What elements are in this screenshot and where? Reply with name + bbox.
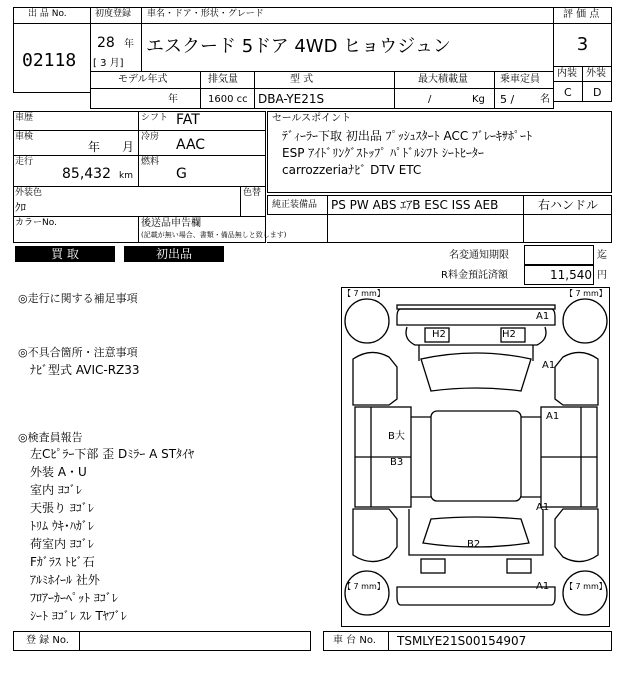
inspector-line: 荷室内 ﾖｺﾞﾚ (30, 537, 94, 551)
fuel-label: 燃料 (141, 157, 160, 167)
damage-mark: B大 (388, 431, 405, 442)
buy-tag: 買 取 (15, 246, 115, 262)
name-change-label: 名変通知期限 (449, 250, 509, 261)
damage-mark: A1 (536, 502, 550, 513)
left-rear-fender (353, 509, 397, 562)
tire-front-left (345, 299, 389, 343)
inspector-line: ﾌﾛｱｰｶｰﾍﾟｯﾄ ﾖｺﾞﾚ (30, 591, 118, 605)
front-bumper (397, 309, 555, 325)
windshield (421, 353, 531, 391)
right-rear-fender (555, 509, 598, 562)
inspector-line: ｼｰﾄ ﾖｺﾞﾚ ｽﾚ Tﾔﾌﾞﾚ (30, 609, 127, 623)
tire-front-right (563, 299, 607, 343)
shift-label: シフト (141, 113, 169, 123)
load-unit: Kg (472, 94, 485, 105)
ac-value: AAC (176, 137, 206, 153)
tire-tread-bottom-right: 【 7 mm】 (565, 582, 607, 591)
first-reg-year-unit: 年 (124, 39, 134, 50)
inspection-month: 月 (122, 140, 135, 154)
inspector-line: ｱﾙﾐﾎｲｰﾙ 社外 (30, 573, 100, 587)
damage-mark: A1 (536, 581, 550, 592)
driving-notes-label: ◎走行に関する補足事項 (18, 292, 138, 305)
recycle-unit: 円 (597, 270, 607, 281)
post-label: 後送品申告欄 (141, 218, 201, 229)
load-label: 最大積載量 (418, 74, 468, 85)
damage-mark: H2 (502, 329, 516, 340)
first-reg-month: [ 3 月] (93, 58, 124, 69)
capacity-unit: 名 (540, 94, 550, 105)
mileage-label: 走行 (15, 157, 34, 167)
damage-mark: A1 (546, 411, 560, 422)
damage-mark: B2 (467, 539, 481, 550)
color-change-label: 色替 (243, 188, 262, 198)
inspector-label: ◎検査員報告 (18, 431, 83, 444)
right-front-fender (555, 352, 598, 405)
lot-label: 出 品 No. (28, 9, 67, 19)
defect-label: ◎不具合箇所・注意事項 (18, 346, 138, 359)
first-tag: 初出品 (124, 246, 224, 262)
model-year-label: モデル年式 (118, 74, 168, 85)
chassis-number: TSMLYE21S00154907 (397, 634, 527, 648)
inspector-line: 左Cﾋﾟﾗｰ下部 歪 Dﾐﾗｰ A STﾀｲﾔ (30, 447, 195, 461)
load-slash: / (428, 94, 432, 105)
handle-value: 右ハンドル (538, 198, 599, 212)
inspector-line: Fｶﾞﾗｽ ﾄﾋﾞ石 (30, 555, 95, 569)
car-diagram (341, 287, 610, 627)
history-label: 車歴 (15, 113, 34, 123)
car-name-label: 車名・ドア・形状・グレード (147, 9, 264, 19)
tire-rear-left (345, 571, 389, 615)
shift-value: FAT (176, 112, 200, 128)
ext-color-value: ｸﾛ (15, 201, 26, 214)
damage-mark: H2 (432, 329, 446, 340)
equip-label: 純正装備品 (272, 200, 318, 210)
chassis-label: 車 台 No. (333, 635, 376, 646)
model-code: DBA-YE21S (258, 92, 325, 106)
interior-label: 内装 (557, 68, 577, 79)
lot-number: 02118 (22, 50, 77, 71)
recycle-label: R料金預託済額 (441, 270, 508, 281)
color-no-label: カラーNo. (15, 218, 57, 228)
exterior-label: 外装 (586, 68, 606, 79)
inspection-label: 車検 (15, 132, 34, 142)
tire-tread-bottom-left: 【 7 mm】 (343, 582, 385, 591)
first-reg-year: 28 (97, 35, 115, 51)
damage-mark: B3 (390, 457, 404, 468)
defect-line: ﾅﾋﾞ型式 AVIC-RZ33 (30, 363, 140, 377)
taillight-right (507, 559, 531, 573)
first-reg-label: 初度登録 (95, 9, 132, 19)
sales-line-2: ESP ｱｲﾄﾞﾘﾝｸﾞｽﾄｯﾌﾟ ﾊﾟﾄﾞﾙｼﾌﾄ ｼｰﾄﾋｰﾀｰ (282, 146, 484, 160)
inspector-line: 外装 A・U (30, 465, 87, 479)
rear-bumper (397, 587, 555, 605)
displacement: 1600 cc (208, 94, 248, 105)
tire-tread-top-right: 【 7 mm】 (565, 289, 607, 298)
name-change-field (524, 245, 594, 265)
taillight-left (421, 559, 445, 573)
model-label: 型 式 (290, 74, 314, 85)
recycle-value: 11,540 (550, 268, 592, 282)
car-name: エスクード 5ドア 4WD ヒョウジュン (146, 36, 451, 57)
sales-line-1: ﾃﾞｨｰﾗｰ下取 初出品 ﾌﾟｯｼｭｽﾀｰﾄ ACC ﾌﾞﾚｰｷｻﾎﾟｰﾄ (282, 129, 533, 143)
name-change-unit: 迄 (597, 250, 607, 261)
inspector-line: ﾄﾘﾑ ｳｷ･ﾊｶﾞﾚ (30, 519, 94, 533)
equip-value: PS PW ABS ｴｱB ESC ISS AEB (331, 198, 499, 212)
sales-label: セールスポイント (272, 113, 352, 124)
exterior-grade: D (593, 86, 602, 99)
score-label: 評 価 点 (563, 9, 600, 20)
ac-label: 冷房 (141, 132, 160, 142)
mileage-value: 85,432 (62, 166, 111, 182)
reg-no-label: 登 録 No. (26, 635, 69, 646)
sales-line-3: carrozzeriaﾅﾋﾞ DTV ETC (282, 163, 422, 177)
damage-mark: A1 (536, 311, 550, 322)
damage-mark: A1 (542, 360, 556, 371)
model-year-unit: 年 (168, 94, 178, 105)
interior-grade: C (564, 86, 572, 99)
displacement-label: 排気量 (208, 74, 238, 85)
inspector-line: 天張り ﾖｺﾞﾚ (30, 501, 94, 515)
roof (431, 411, 521, 501)
left-front-fender (353, 352, 397, 405)
front-rocker (397, 305, 555, 309)
fuel-value: G (176, 166, 187, 182)
capacity: 5 / (500, 93, 515, 106)
inspector-line: 室内 ﾖｺﾞﾚ (30, 483, 82, 497)
post-note: (記載が無い場合、書類・備品無しと致します) (141, 231, 287, 239)
score-value: 3 (576, 34, 589, 55)
capacity-label: 乗車定員 (500, 74, 540, 85)
inspection-year: 年 (88, 140, 101, 154)
ext-color-label: 外装色 (15, 188, 43, 198)
tire-tread-top-left: 【 7 mm】 (343, 289, 385, 298)
tire-rear-right (563, 571, 607, 615)
mileage-unit: km (119, 171, 133, 181)
